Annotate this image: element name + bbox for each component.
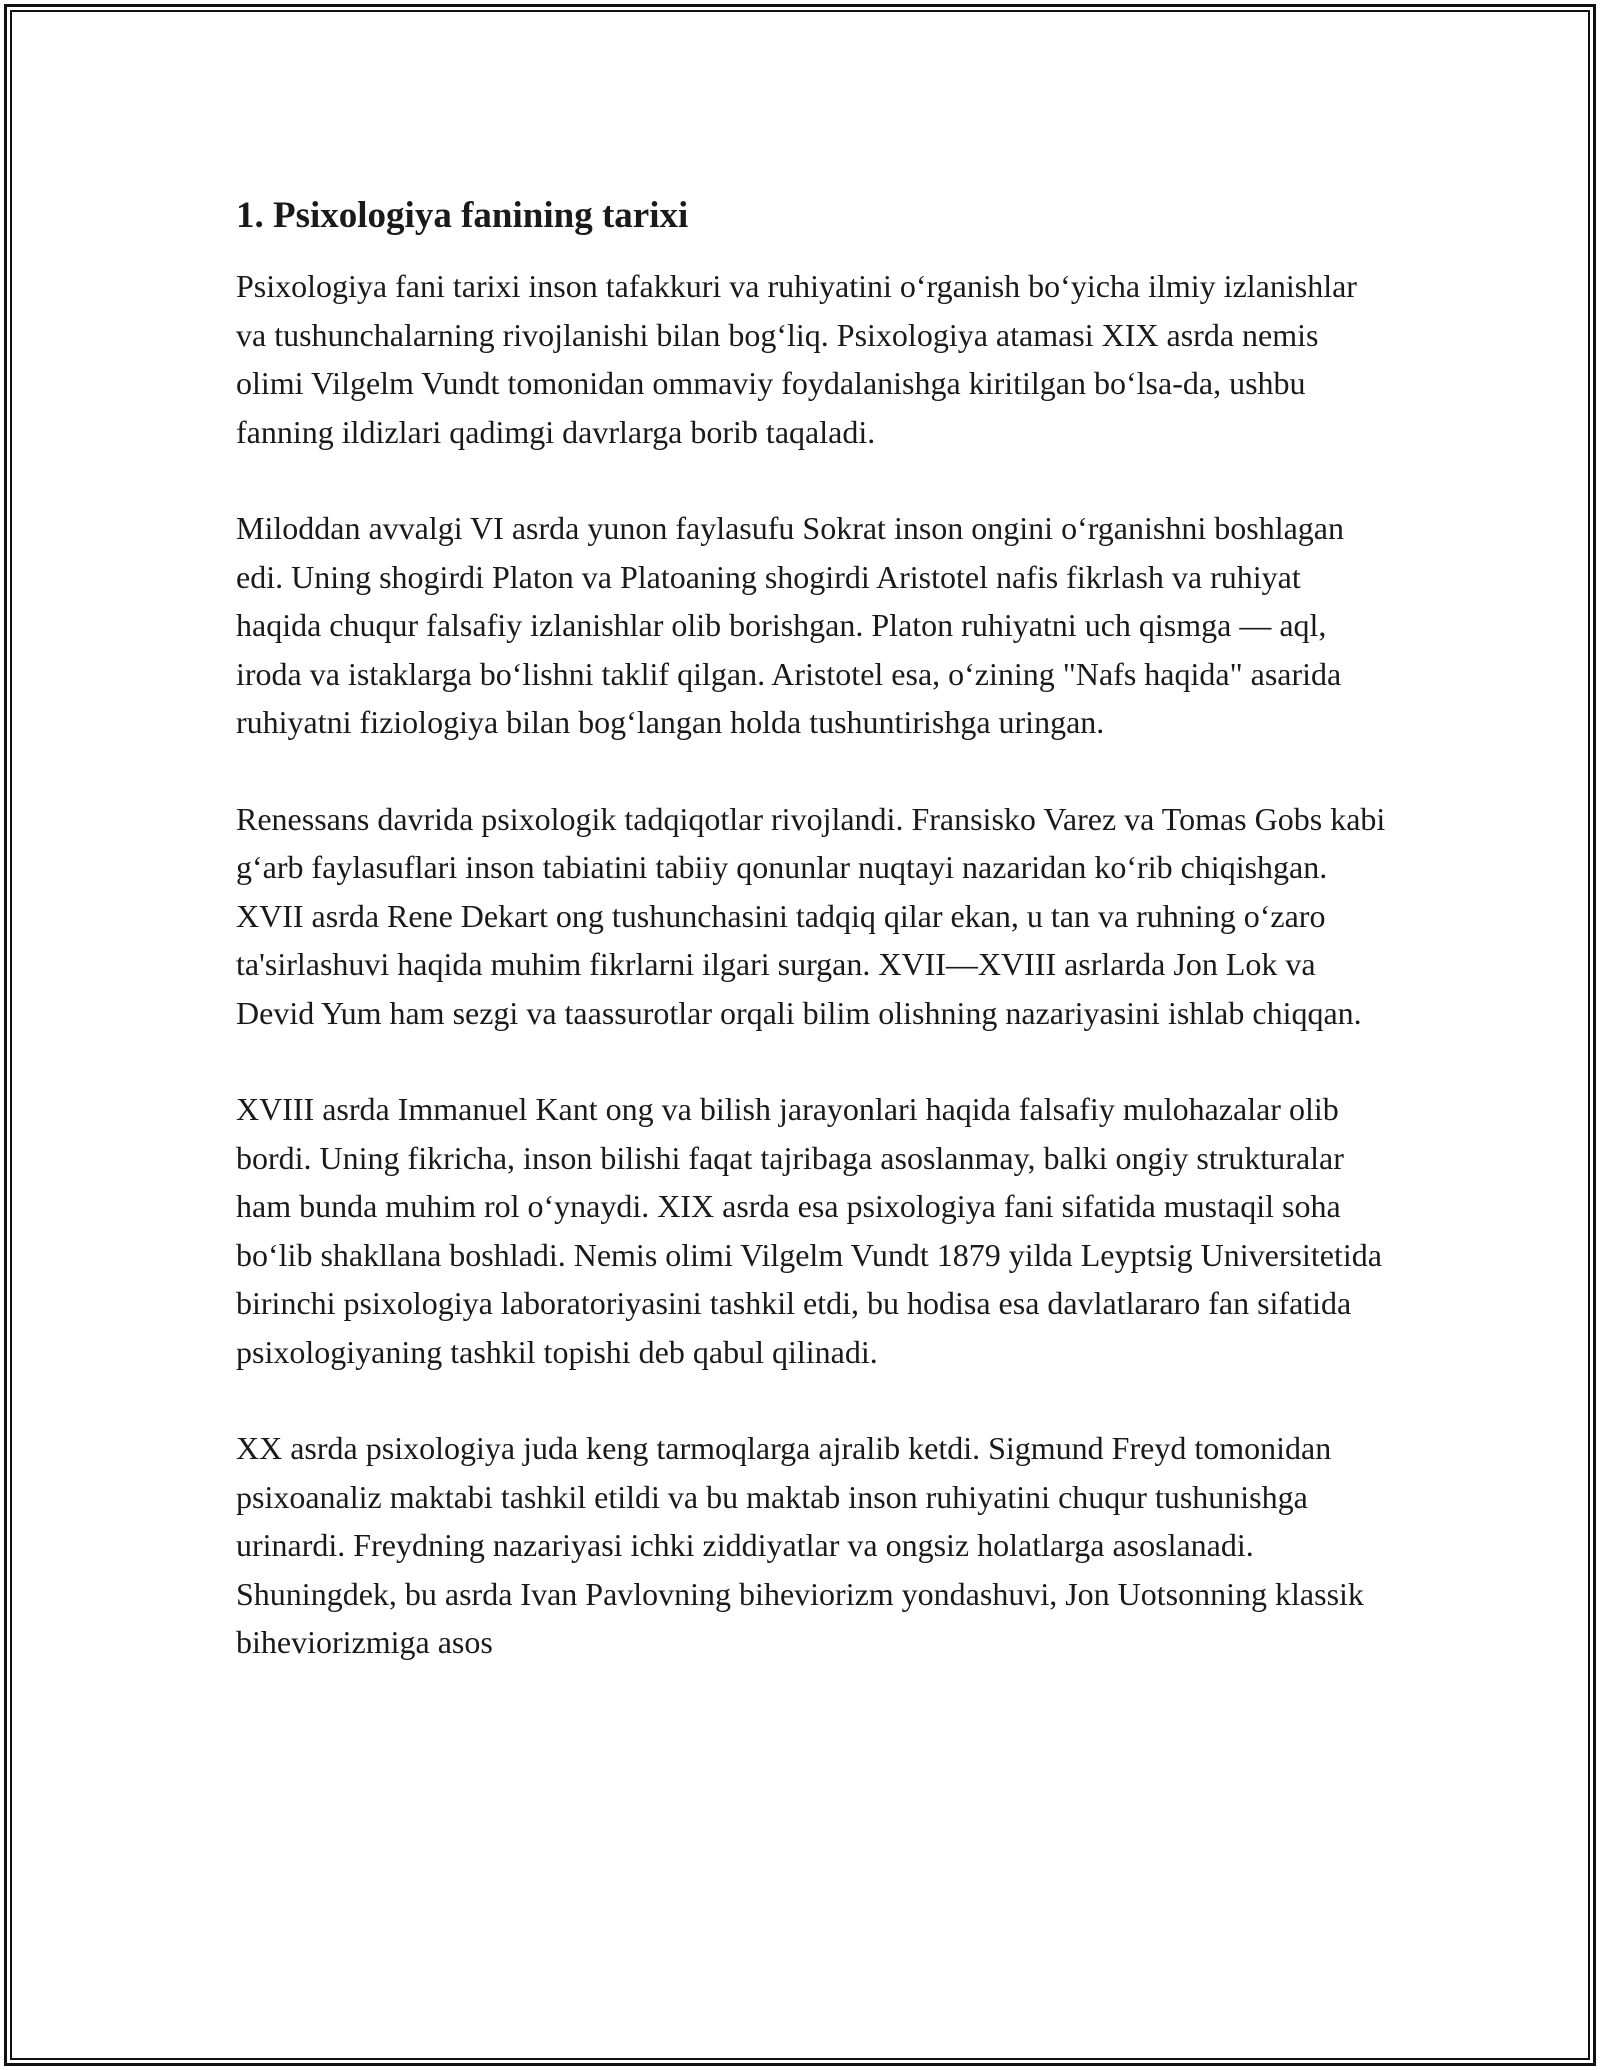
document-body bbox=[236, 190, 1386, 1715]
document-title: 1. Psixologiya fanining tarixi bbox=[236, 195, 689, 236]
paragraph-4: XVIII asrda Immanuel Kant ong va bilish jarayonlari haqida falsafiy mulohazalar olib bordi. Uning fikricha, inson bilishi faqat tajribaga asoslanmay, balki ongiy strukturalar ham bunda muhim rol o‘ynaydi. XIX asrda esa psixologiya fani sifatida mustaqil soha bo‘lib shakllana boshladi. Nemis olimi Vilgelm Vundt 1879 yilda Leyptsig Universitetida birinchi psixologiya laboratoriyasini tashkil etdi, bu hodisa esa davlatlararo fan sifatida psixologiyaning tashkil topishi deb qabul qilinadi. bbox=[236, 1091, 1382, 1370]
paragraph-1: Psixologiya fani tarixi inson tafakkuri va ruhiyatini o‘rganish bo‘yicha ilmiy izlanishlar va tushunchalarning rivojlanishi bilan bog‘liq. Psixologiya atamasi XIX asrda nemis olimi Vilgelm Vundt tomonidan ommaviy foydalanishga kiritilgan bo‘lsa-da, ushbu fanning ildizlari qadimgi davrlarga borib taqaladi. bbox=[236, 268, 1357, 450]
paragraph-3: Renessans davrida psixologik tadqiqotlar rivojlandi. Fransisko Varez va Tomas Gobs kabi g‘arb faylasuflari inson tabiatini tabiiy qonunlar nuqtayi nazaridan ko‘rib chiqishgan. XVII asrda Rene Dekart ong tushunchasini tadqiq qilar ekan, u tan va ruhning o‘zaro ta'sirlashuvi haqida muhim fikrlarni ilgari surgan. XVII—XVIII asrlarda Jon Lok va Devid Yum ham sezgi va taassurotlar orqali bilim olishning nazariyasini ishlab chiqqan. bbox=[236, 800, 1386, 1031]
paragraph-2: Miloddan avvalgi VI asrda yunon faylasufu Sokrat inson ongini o‘rganishni boshlagan edi. Uning shogirdi Platon va Platoaning shogirdi Aristotel nafis fikrlash va ruhiyat haqida chuqur falsafiy izlanishlar olib borishgan. Platon ruhiyatni uch qismga — aql, iroda va istaklarga bo‘lishni taklif qilgan. Aristotel esa, o‘zining "Nafs haqida" asarida ruhiyatni fiziologiya bilan bog‘langan holda tushuntirishga uringan. bbox=[236, 510, 1344, 740]
paragraph-5: XX asrda psixologiya juda keng tarmoqlarga ajralib ketdi. Sigmund Freyd tomonidan psixoanaliz maktabi tashkil etildi va bu maktab inson ruhiyatini chuqur tushunishga urinardi. Freydning nazariyasi ichki ziddiyatlar va ongsiz holatlarga asoslanadi. Shuningdek, bu asrda Ivan Pavlovning biheviorizm yondashuvi, Jon Uotsonning klassik biheviorizmiga asos bbox=[236, 1430, 1364, 1660]
